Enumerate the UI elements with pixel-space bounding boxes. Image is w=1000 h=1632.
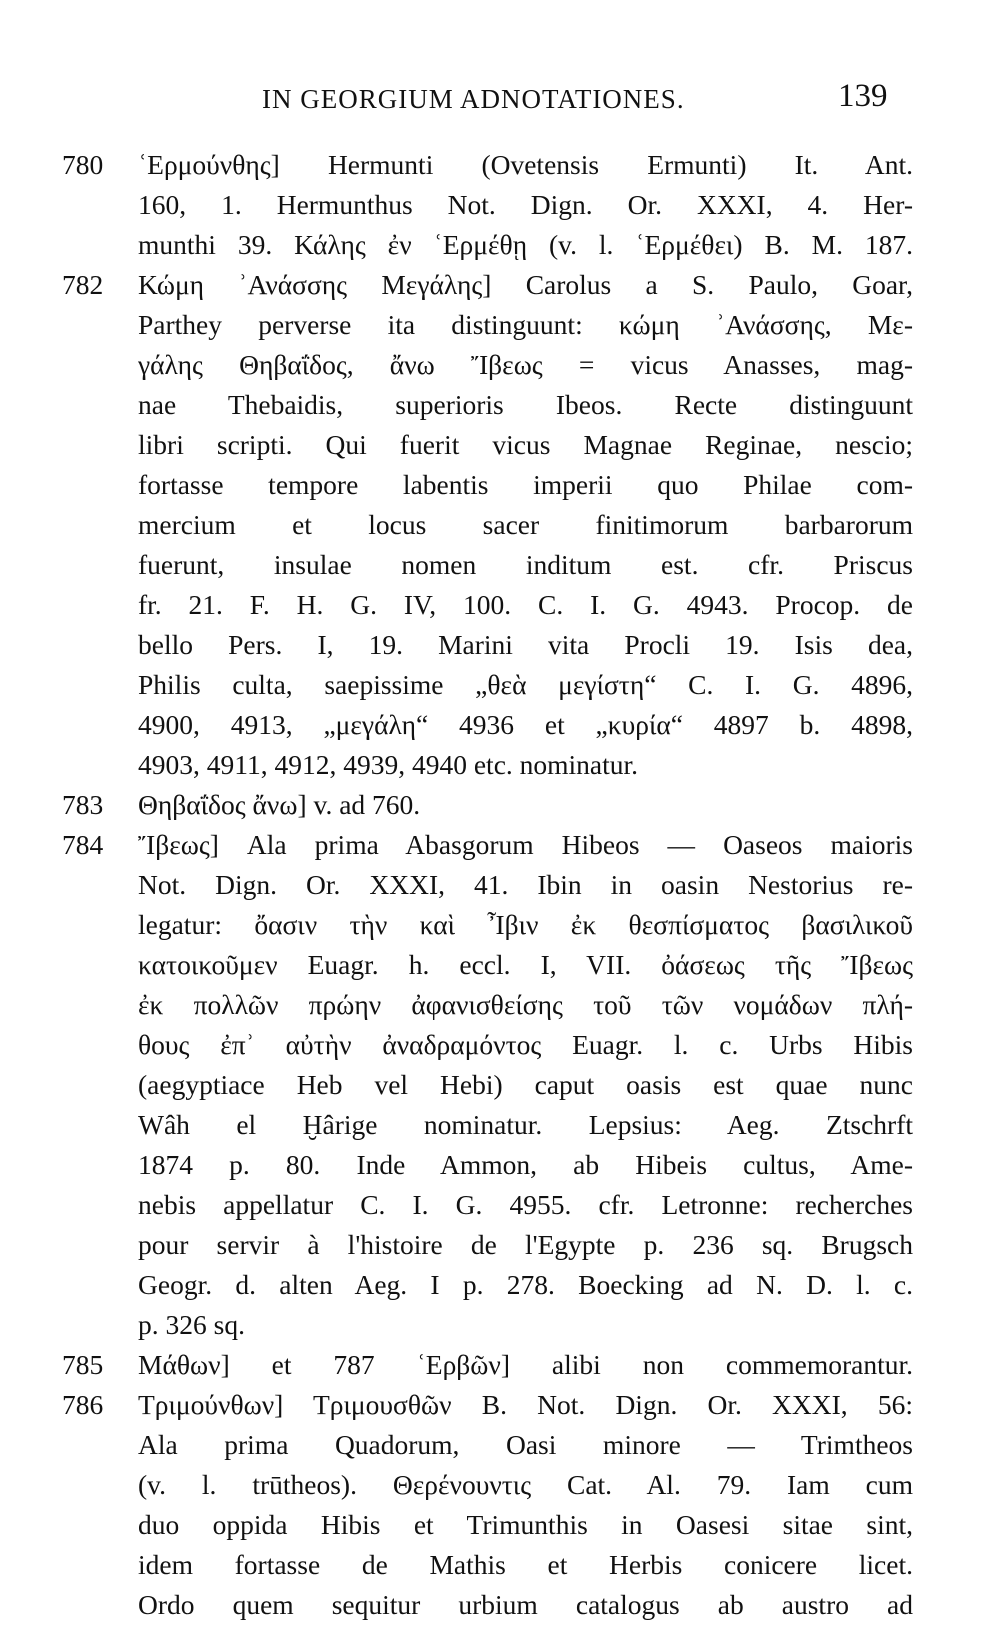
line-number: 786 bbox=[62, 1389, 104, 1420]
text-line bbox=[0, 1225, 1000, 1265]
line-number: 782 bbox=[62, 269, 104, 300]
line-text: bello Pers. I, 19. Marini vita Procli 19. Isis dea, bbox=[138, 629, 913, 660]
line-text: fr. 21. F. H. G. IV, 100. C. I. G. 4943. Procop. de bbox=[138, 589, 913, 620]
line-text: Μάθων] et 787 ʿΕρβῶν] alibi non commemorantur. bbox=[138, 1349, 913, 1380]
text-line bbox=[0, 1465, 1000, 1505]
line-text: ʿΕρμούνθης] Hermunti (Ovetensis Ermunti) It. Ant. bbox=[138, 149, 913, 180]
line-text: 1874 p. 80. Inde Ammon, ab Hibeis cultus, Ame- bbox=[138, 1149, 913, 1180]
line-text: 4900, 4913, „μεγάλη“ 4936 et „κυρία“ 4897 b. 4898, bbox=[138, 709, 913, 740]
text-line bbox=[0, 465, 1000, 505]
line-text: mercium et locus sacer finitimorum barbarorum bbox=[138, 509, 913, 540]
text-line bbox=[0, 905, 1000, 945]
line-text: Τριμούνθων] Τριμουσθῶν B. Not. Dign. Or. XXXI, 56: bbox=[138, 1389, 913, 1420]
text-line bbox=[0, 1505, 1000, 1545]
page-number: 139 bbox=[838, 78, 888, 114]
line-text: Philis culta, saepissime „θεὰ μεγίστη“ C. I. G. 4896, bbox=[138, 669, 913, 700]
line-number: 780 bbox=[62, 149, 104, 180]
line-text: Θηβαΐδος ἄνω] v. ad 760. bbox=[138, 789, 421, 820]
line-text: Not. Dign. Or. XXXI, 41. Ibin in oasin Nestorius re- bbox=[138, 869, 913, 900]
line-text: munthi 39. Κάλης ἐν ʿΕρμέθῃ (v. l. ʿΕρμέθει) B. M. 187. bbox=[138, 229, 913, 260]
text-line bbox=[0, 1105, 1000, 1145]
line-text: Ordo quem sequitur urbium catalogus ab austro ad bbox=[138, 1589, 913, 1620]
line-text: Κώμη ʾΑνάσσης Μεγάλης] Carolus a S. Paulo, Goar, bbox=[138, 269, 913, 300]
text-line bbox=[0, 945, 1000, 985]
line-number: 784 bbox=[62, 829, 104, 860]
text-line bbox=[0, 185, 1000, 225]
line-text: 160, 1. Hermunthus Not. Dign. Or. XXXI, 4. Her- bbox=[138, 189, 913, 220]
text-line bbox=[0, 225, 1000, 265]
text-line bbox=[0, 1265, 1000, 1305]
running-title: IN GEORGIUM ADNOTATIONES. bbox=[262, 84, 685, 114]
line-text: Geogr. d. alten Aeg. I p. 278. Boecking ad N. D. l. c. bbox=[138, 1269, 913, 1300]
line-text: γάλης Θηβαΐδος, ἄνω Ἴβεως = vicus Anasses, mag- bbox=[138, 349, 913, 380]
line-number: 783 bbox=[62, 789, 104, 820]
text-line bbox=[0, 825, 1000, 865]
text-line bbox=[0, 785, 1000, 825]
line-text: pour servir à l'histoire de l'Egypte p. 236 sq. Brugsch bbox=[138, 1229, 913, 1260]
text-line bbox=[0, 1185, 1000, 1225]
line-text: fortasse tempore labentis imperii quo Philae com- bbox=[138, 469, 913, 500]
line-number: 785 bbox=[62, 1349, 104, 1380]
line-text: nae Thebaidis, superioris Ibeos. Recte distinguunt bbox=[138, 389, 913, 420]
line-text: Ala prima Quadorum, Oasi minore — Trimtheos bbox=[138, 1429, 913, 1460]
text-line bbox=[0, 1385, 1000, 1425]
page-body bbox=[0, 145, 1000, 1625]
line-text: 4903, 4911, 4912, 4939, 4940 etc. nominatur. bbox=[138, 749, 639, 780]
text-line bbox=[0, 145, 1000, 185]
line-text: (aegyptiace Heb vel Hebi) caput oasis est quae nunc bbox=[138, 1069, 913, 1100]
line-text: Parthey perverse ita distinguunt: κώμη ʾΑνάσσης, Με- bbox=[138, 309, 913, 340]
line-text: κατοικοῦμεν Euagr. h. eccl. I, VII. ὀάσεως τῆς Ἴβεως bbox=[138, 949, 913, 980]
text-line bbox=[0, 305, 1000, 345]
text-line bbox=[0, 745, 1000, 785]
line-text: nebis appellatur C. I. G. 4955. cfr. Letronne: recherches bbox=[138, 1189, 913, 1220]
text-line bbox=[0, 425, 1000, 465]
text-line bbox=[0, 1585, 1000, 1625]
text-line bbox=[0, 265, 1000, 305]
text-line bbox=[0, 665, 1000, 705]
text-line bbox=[0, 1345, 1000, 1385]
text-line bbox=[0, 625, 1000, 665]
text-line bbox=[0, 385, 1000, 425]
text-line bbox=[0, 345, 1000, 385]
line-text: fuerunt, insulae nomen inditum est. cfr. Priscus bbox=[138, 549, 913, 580]
line-text: ἐκ πολλῶν πρώην ἀφανισθείσης τοῦ τῶν νομάδων πλή- bbox=[138, 989, 913, 1020]
text-line bbox=[0, 545, 1000, 585]
line-text: p. 326 sq. bbox=[138, 1309, 245, 1340]
text-line bbox=[0, 585, 1000, 625]
line-text: θους ἐπʾ αὐτὴν ἀναδραμόντος Euagr. l. c. Urbs Hibis bbox=[138, 1029, 913, 1060]
page-header bbox=[0, 78, 1000, 122]
line-text: Wâh el Ḫârige nominatur. Lepsius: Aeg. Ztschrft bbox=[138, 1109, 913, 1140]
line-text: duo oppida Hibis et Trimunthis in Oasesi sitae sint, bbox=[138, 1509, 913, 1540]
text-line bbox=[0, 1145, 1000, 1185]
text-line bbox=[0, 705, 1000, 745]
line-text: libri scripti. Qui fuerit vicus Magnae Reginae, nescio; bbox=[138, 429, 913, 460]
text-line bbox=[0, 1025, 1000, 1065]
line-text: legatur: ὄασιν τὴν καὶ Ἶβιν ἐκ θεσπίσματος βασιλικοῦ bbox=[138, 909, 913, 940]
text-line bbox=[0, 505, 1000, 545]
text-line bbox=[0, 865, 1000, 905]
text-line bbox=[0, 1425, 1000, 1465]
line-text: (v. l. trūtheos). Θερένουντις Cat. Al. 79. Iam cum bbox=[138, 1469, 913, 1500]
line-text: idem fortasse de Mathis et Herbis conicere licet. bbox=[138, 1549, 913, 1580]
text-line bbox=[0, 1305, 1000, 1345]
line-text: Ἴβεως] Ala prima Abasgorum Hibeos — Oaseos maioris bbox=[138, 829, 913, 860]
text-line bbox=[0, 1545, 1000, 1585]
text-line bbox=[0, 1065, 1000, 1105]
text-line bbox=[0, 985, 1000, 1025]
